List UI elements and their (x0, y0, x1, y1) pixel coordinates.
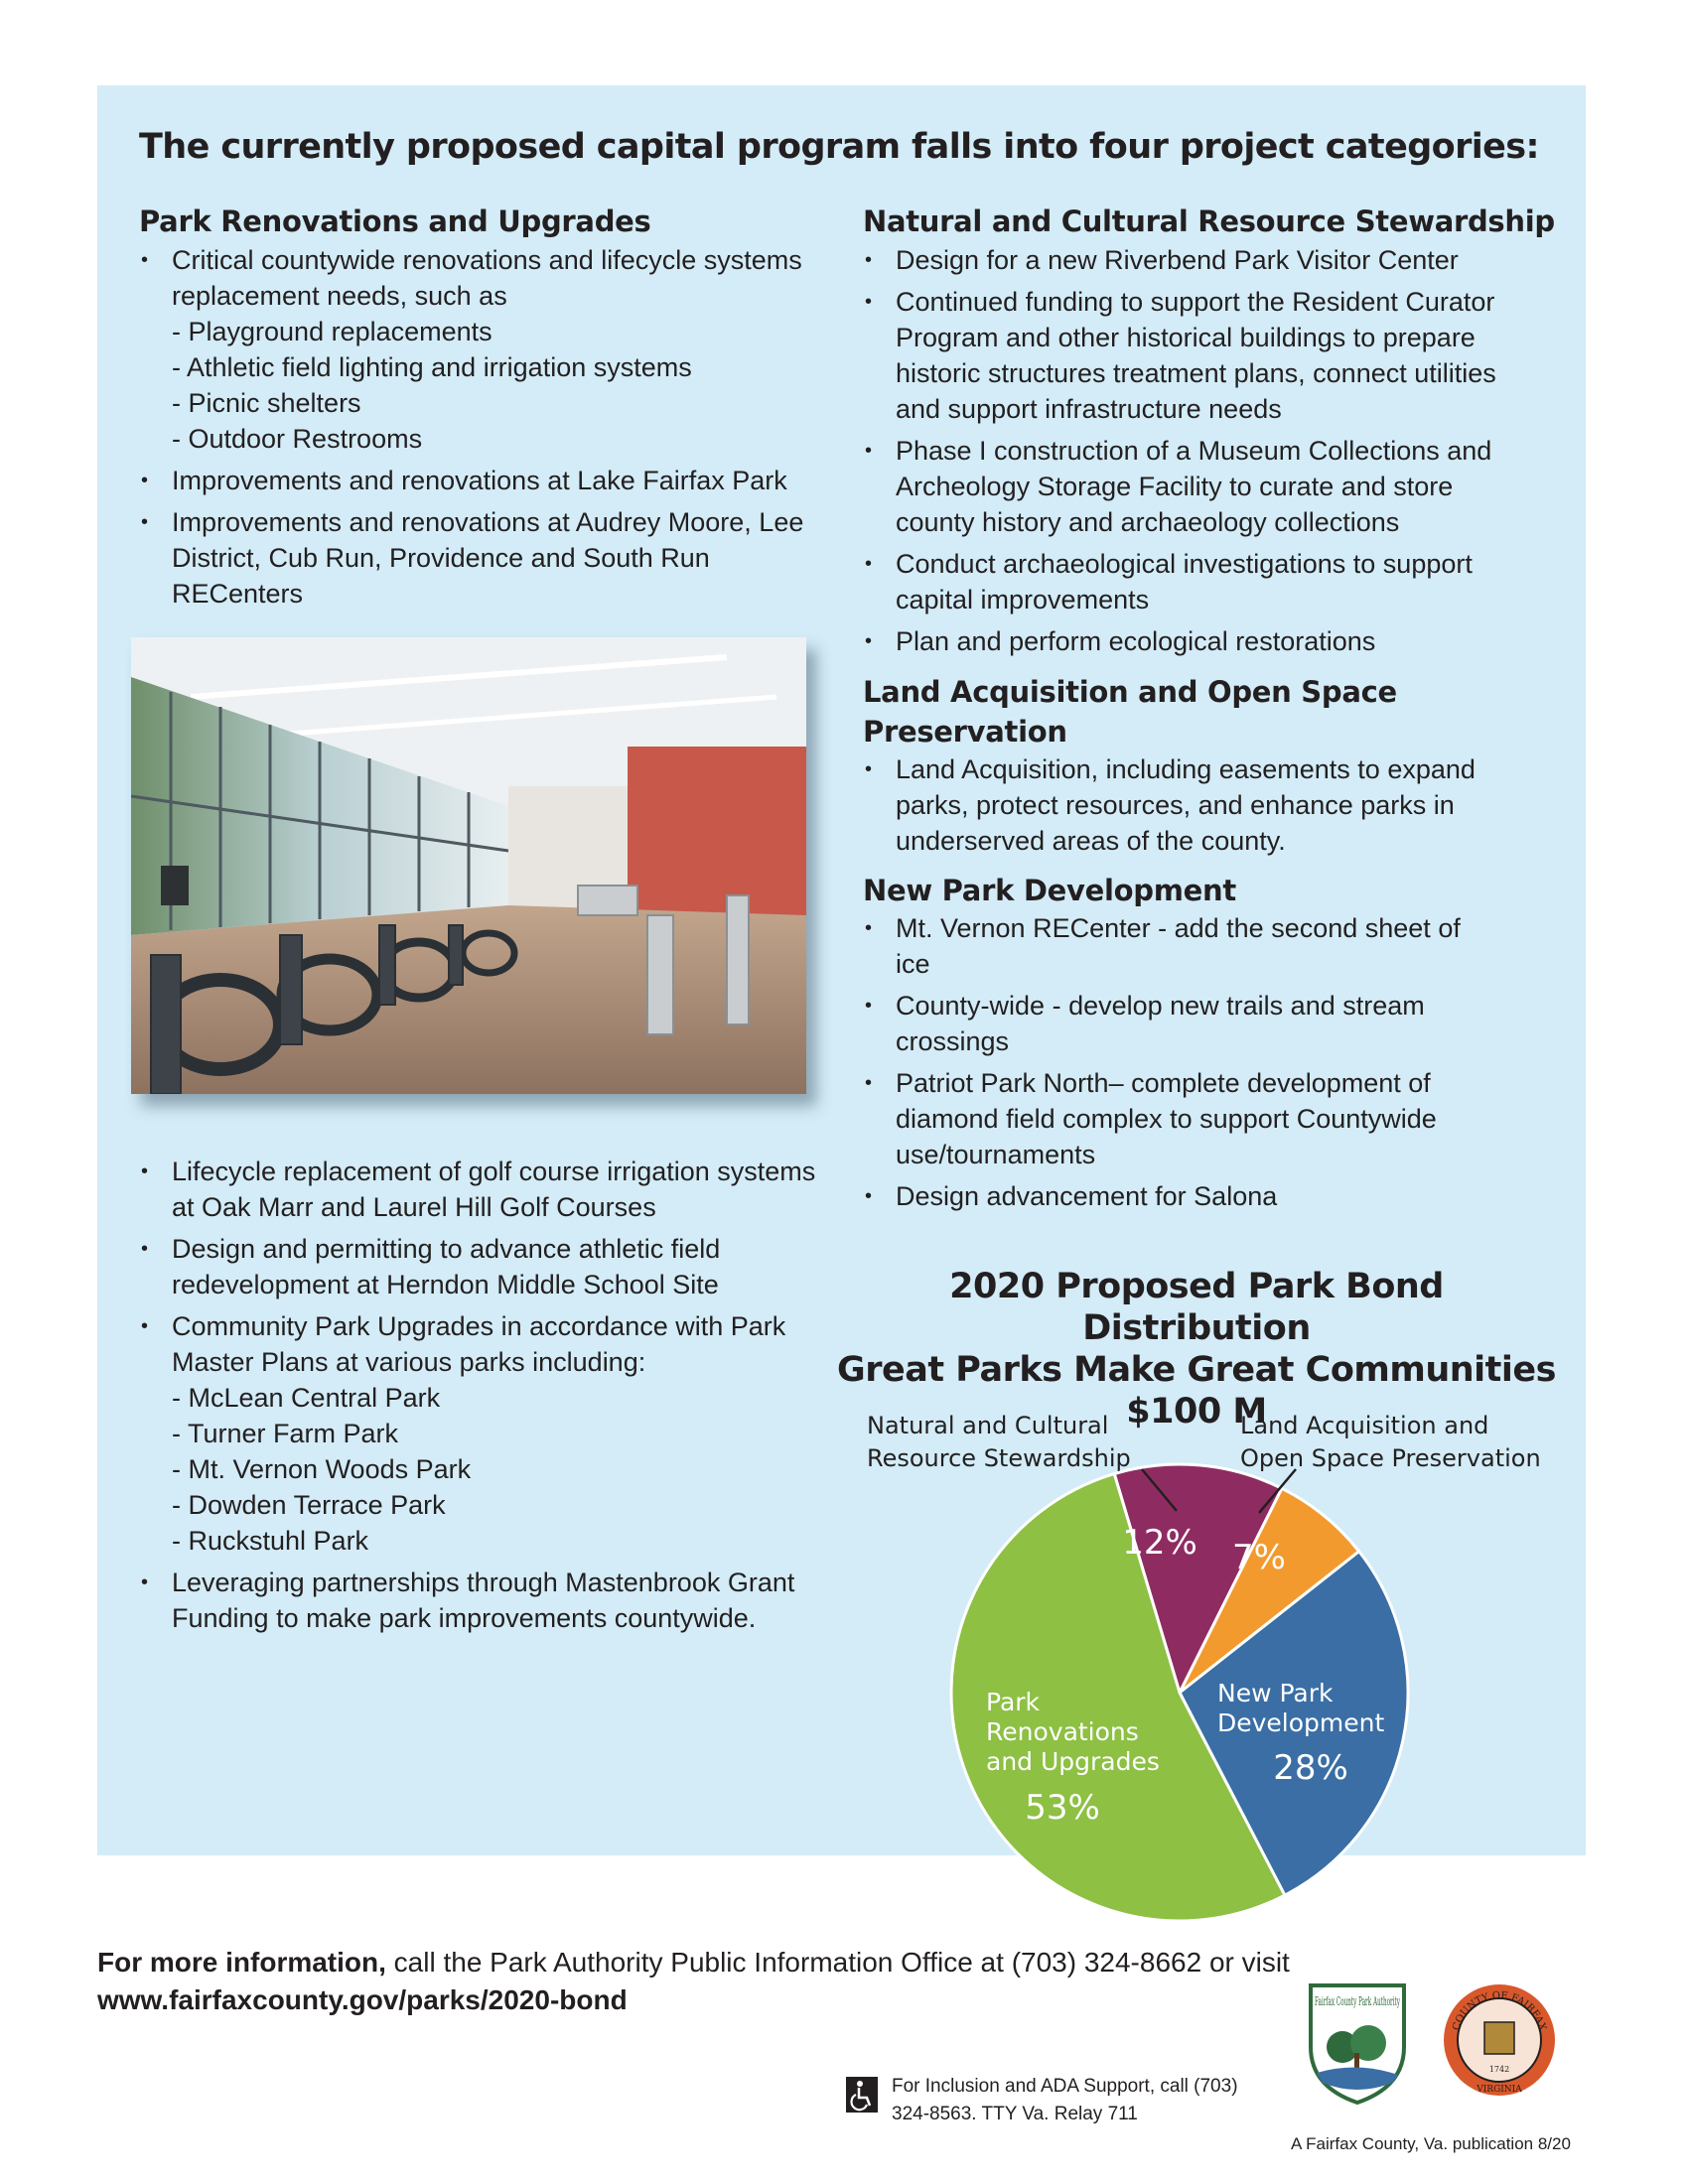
park-authority-logo (1303, 1978, 1412, 2107)
list-item-text: Improvements and renovations at Lake Fairfax Park (172, 466, 787, 495)
slice-label-natural: 12% (1122, 1523, 1197, 1563)
seal-year: 1742 (1488, 2065, 1510, 2074)
section-title-renovations: Park Renovations and Upgrades (139, 205, 651, 238)
list-item-text: Patriot Park North– complete development of diamond field complex to support Countywide use/tournaments (896, 1068, 1437, 1169)
logo-text: Fairfax County Park Authority (1315, 1994, 1401, 2008)
chart-title-line1: 2020 Proposed Park Bond Distribution (949, 1267, 1444, 1348)
list-sub-item: - Mt. Vernon Woods Park (172, 1454, 472, 1484)
list-item-text: Community Park Upgrades in accordance with Park Master Plans at various parks including: (172, 1311, 786, 1377)
list-sub-item: - McLean Central Park (172, 1383, 441, 1413)
slice-name-renov-3: and Upgrades (986, 1747, 1160, 1776)
list-item-text: Design and permitting to advance athletic field redevelopment at Herndon Middle School Site (172, 1234, 721, 1299)
footer-url[interactable]: www.fairfaxcounty.gov/parks/2020-bond (97, 1984, 628, 2015)
list-sub-item: - Playground replacements (172, 317, 492, 346)
slice-name-renov-1: Park (986, 1688, 1041, 1716)
seal-top-text: COUNTY OF FAIRFAX (1451, 1989, 1548, 2032)
list-item-text: Design for a new Riverbend Park Visitor Center (896, 245, 1459, 275)
section-title-natural: Natural and Cultural Resource Stewardship (863, 205, 1555, 238)
list-item-text: County-wide - develop new trails and stream crossings (896, 991, 1425, 1056)
slice-label-newpark: 28% (1273, 1748, 1348, 1788)
footer-info-bold: For more information, (97, 1947, 386, 1978)
callout-land: Land Acquisition and Open Space Preservation (1240, 1412, 1541, 1472)
list-sub-item: - Athletic field lighting and irrigation systems (172, 352, 692, 382)
list-item-text: Continued funding to support the Resident Curator Program and other historical buildings to prepare historic structures treatment plans, connect utilities and support infrastructure needs (896, 287, 1496, 424)
ada-notice: For Inclusion and ADA Support, call (703) 324-8563. TTY Va. Relay 711 (892, 2076, 1238, 2124)
slice-name-newpark-2: Development (1217, 1708, 1385, 1737)
list-sub-item: - Turner Farm Park (172, 1419, 399, 1448)
slice-name-renov-2: Renovations (986, 1717, 1139, 1746)
list-item-text: Critical countywide renovations and lifecycle systems replacement needs, such as (172, 245, 802, 311)
section-title-newpark: New Park Development (863, 874, 1236, 907)
chart-title-line2: Great Parks Make Great Communities (837, 1350, 1556, 1390)
list-item-text: Land Acquisition, including easements to expand parks, protect resources, and enhance parks in underserved areas of the county. (896, 754, 1476, 856)
list-sub-item: - Picnic shelters (172, 388, 361, 418)
list-item-text: Phase I construction of a Museum Collections and Archeology Storage Facility to curate and store county history and archaeology collections (896, 436, 1492, 537)
seal-bottom-text: VIRGINIA (1477, 2085, 1522, 2095)
list-item-text: Plan and perform ecological restorations (896, 626, 1376, 656)
callout-natural: Natural and Cultural Resource Stewardship (867, 1412, 1131, 1472)
county-seal (1440, 1980, 1559, 2100)
page-title: The currently proposed capital program falls into four project categories: (139, 127, 1539, 167)
footer-info (97, 1944, 1290, 2019)
list-item-text: Improvements and renovations at Audrey Moore, Lee District, Cub Run, Providence and South Run RECenters (172, 507, 804, 609)
list-item-text: Conduct archaeological investigations to support capital improvements (896, 549, 1473, 614)
section-title-land: Land Acquisition and Open Space Preservation (863, 675, 1397, 749)
list-item-text: Mt. Vernon RECenter - add the second sheet of ice (896, 913, 1461, 979)
list-item-text: Design advancement for Salona (896, 1181, 1278, 1211)
list-sub-item: - Outdoor Restrooms (172, 424, 423, 454)
publication-note: A Fairfax County, Va. publication 8/20 (1291, 2134, 1571, 2153)
list-sub-item: - Dowden Terrace Park (172, 1490, 446, 1520)
list-item-text: Leveraging partnerships through Mastenbrook Grant Funding to make park improvements countywide. (172, 1568, 795, 1633)
footer-info-text: call the Park Authority Public Information Office at (703) 324-8662 or visit (385, 1947, 1290, 1978)
slice-label-renov: 53% (1025, 1788, 1100, 1828)
accessibility-icon (846, 2077, 878, 2113)
list-sub-item: - Ruckstuhl Park (172, 1526, 369, 1556)
slice-name-newpark-1: New Park (1217, 1679, 1334, 1707)
slice-label-land: 7% (1232, 1538, 1286, 1577)
chart-title-line3: $100 M (1126, 1392, 1267, 1432)
list-item-text: Lifecycle replacement of golf course irrigation systems at Oak Marr and Laurel Hill Golf Courses (172, 1157, 816, 1222)
